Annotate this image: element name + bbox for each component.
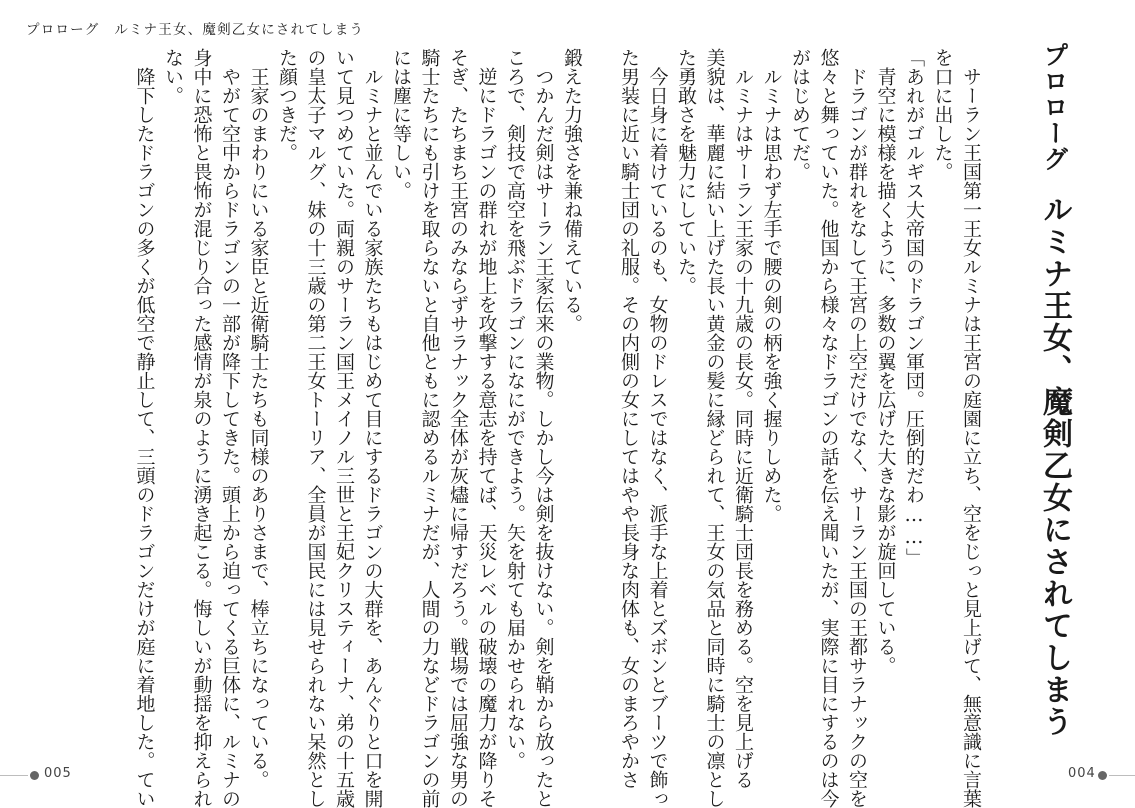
paragraph: やがて空中からドラゴンの一部が降下してきた。頭上から迫ってくる巨体に、ルミナの (219, 48, 241, 808)
paragraph: 「あれがゴルギス大帝国のドラゴン軍団。圧倒的だわ……」 (903, 48, 925, 567)
footer-dot-left (30, 771, 39, 780)
paragraph: がはじめてだ。 (789, 48, 811, 181)
page-number-left: 005 (44, 766, 72, 781)
paragraph: ない。 (162, 48, 184, 105)
paragraph: には塵に等しい。 (390, 48, 412, 200)
paragraph: そぎ、たちまち王宮のみならずサラナック全体が灰燼に帰すだろう。戦場では屈強な男の (447, 48, 469, 808)
paragraph: 王家のまわりにいる家臣と近衛騎士たちも同様のありさまで、棒立ちになっている。 (247, 48, 270, 789)
chapter-title (1018, 42, 1078, 738)
paragraph: 今日身に着けているのも、女物のドレスではなく、派手な上着とズボンとブーツで飾っ (646, 48, 669, 808)
paragraph: いて見つめていた。両親のサーラン国王メイノル三世と王妃クリスティーナ、弟の十五歳 (333, 48, 355, 808)
paragraph: 美貌は、華麗に結い上げた長い黄金の髪に縁どられて、王女の気品と同時に騎士の凛とし (703, 48, 726, 808)
paragraph: 降下したドラゴンの多くが低空で静止して、三頭のドラゴンだけが庭に着地した。てい (133, 48, 156, 808)
paragraph: の皇太子マルグ、妹の十三歳の第二王女トーリア、全員が国民には見せられない呆然とし (304, 48, 327, 808)
right-page-body (615, 48, 985, 808)
running-head: プロローグ ルミナ王女、魔剣乙女にされてしまう (26, 22, 365, 38)
page-number-right: 004 (1068, 766, 1096, 781)
paragraph: 身中に恐怖と畏怖が混じり合った感情が泉のように湧き起こる。悔しいが動揺を抑えられ (190, 48, 213, 808)
paragraph: た勇敢さを魅力にしていた。 (675, 48, 697, 295)
footer-rule-left (0, 775, 28, 776)
paragraph: 騎士たちにも引けを取らないと自他ともに認めるルミナだが、人間の力などドラゴンの前 (418, 48, 441, 808)
paragraph: サーラン王国第一王女ルミナは王宮の庭園に立ち、空をじっと見上げて、無意識に言葉 (960, 48, 982, 808)
paragraph: ルミナは思わず左手で腰の剣の柄を強く握りしめた。 (760, 48, 783, 523)
paragraph: を口に出した。 (931, 48, 954, 181)
paragraph: 鍛えた力強さを兼ね備えている。 (561, 48, 583, 333)
paragraph: た男装に近い騎士団の礼服。その内側の女にしてはやや長身な肉体も、女のまろやかさ (618, 48, 640, 789)
footer-dot-right (1098, 771, 1107, 780)
paragraph: ルミナと並んでいる家族たちもはじめて目にするドラゴンの大群を、あんぐりと口を開 (361, 48, 384, 808)
chapter-label: プロローグ (1040, 42, 1069, 172)
chapter-name: ルミナ王女、魔剣乙女にされてしまう (1037, 194, 1072, 738)
paragraph: 悠々と舞っていた。他国から様々なドラゴンの話を伝え聞いたが、実際に目にするのは今 (817, 48, 840, 808)
paragraph: 逆にドラゴンの群れが地上を攻撃する意志を持てば、天災レベルの破壊の魔力が降りそ (475, 48, 498, 808)
paragraph: ドラゴンが群れをなして王宮の上空だけでなく、サーラン王国の王都サラナックの空を (846, 48, 868, 808)
paragraph: ルミナはサーラン王家の十九歳の長女。同時に近衛騎士団長を務める。空を見上げる (732, 48, 754, 789)
paragraph: つかんだ剣はサーラン王家伝来の業物。しかし今は剣を抜けない。剣を鞘から放ったと (532, 48, 555, 808)
paragraph: 青空に模様を描くように、多数の翼を広げた大きな影が旋回している。 (874, 48, 897, 675)
paragraph: ころで、剣技で高空を飛ぶドラゴンになにができよう。矢を射ても届かせられない。 (504, 48, 526, 770)
footer-rule-right (1109, 775, 1135, 776)
paragraph: た顔つきだ。 (276, 48, 298, 162)
